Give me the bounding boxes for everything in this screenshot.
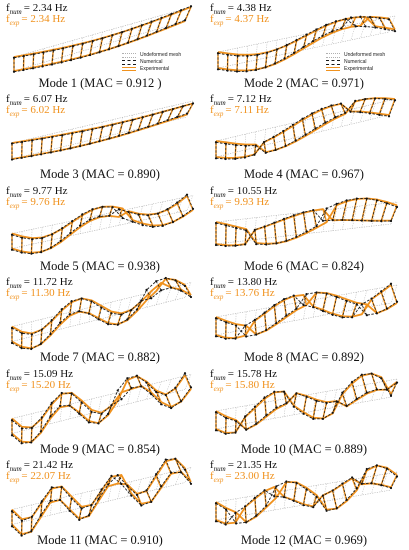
mode-caption: Mode 7 (MAC = 0.882): [40, 350, 160, 364]
legend-numerical-label: Numerical: [344, 59, 367, 65]
numerical-frequency: $f_{num} = 6.07$ Hz: [6, 93, 68, 108]
experimental-frequency: $f_{exp} = 7.11$ Hz: [210, 104, 269, 119]
mode-caption: Mode 2 (MAC = 0.971): [244, 76, 364, 90]
legend-undeformed: [120, 52, 198, 59]
numerical-frequency: $f_{num} = 4.38$ Hz: [210, 2, 272, 17]
experimental-frequency: $f_{exp} = 15.20$ Hz: [6, 379, 71, 394]
experimental-frequency: $f_{exp} = 13.76$ Hz: [210, 287, 275, 302]
mode-panel: [2, 368, 198, 458]
mode-panel: [2, 185, 198, 275]
legend-experimental-label: Experimental: [344, 66, 374, 72]
mode-caption: Mode 3 (MAC = 0.890): [40, 167, 160, 181]
legend-undeformed-swatch: [326, 53, 340, 58]
mode-panel: [206, 276, 402, 366]
numerical-frequency: $f_{num} = 13.80$ Hz: [210, 276, 278, 291]
mode-panel: [206, 185, 402, 275]
numerical-frequency: $f_{num} = 15.78$ Hz: [210, 368, 278, 383]
numerical-frequency: $f_{num} = 21.42$ Hz: [6, 459, 74, 474]
mode-panel: [2, 276, 198, 366]
legend-numerical-swatch: [122, 60, 136, 65]
legend-experimental: [324, 66, 402, 73]
mode-panel: [2, 459, 198, 549]
legend-undeformed: [324, 52, 402, 59]
mode-caption: Mode 9 (MAC = 0.854): [40, 442, 160, 456]
experimental-frequency: $f_{exp} = 2.34$ Hz: [6, 13, 66, 28]
experimental-frequency: $f_{exp} = 9.76$ Hz: [6, 196, 66, 211]
legend-undeformed-label: Undeformed mesh: [140, 52, 182, 58]
experimental-frequency: $f_{exp} = 11.30$ Hz: [6, 287, 71, 302]
experimental-frequency: $f_{exp} = 15.80$ Hz: [210, 379, 275, 394]
mode-caption: Mode 5 (MAC = 0.938): [40, 259, 160, 273]
numerical-frequency: $f_{num} = 9.77$ Hz: [6, 185, 68, 200]
numerical-frequency: $f_{num} = 2.34$ Hz: [6, 2, 68, 17]
numerical-frequency: $f_{num} = 11.72$ Hz: [6, 276, 73, 291]
legend-experimental-swatch: [326, 67, 340, 71]
experimental-frequency: $f_{exp} = 22.07$ Hz: [6, 470, 71, 485]
legend-experimental-swatch: [122, 67, 136, 71]
legend-experimental: [120, 66, 198, 73]
mode-panel: [2, 2, 198, 92]
mode-caption: Mode 12 (MAC = 0.969): [240, 533, 368, 547]
experimental-frequency: $f_{exp} = 23.00$ Hz: [210, 470, 275, 485]
numerical-frequency: $f_{num} = 21.35$ Hz: [210, 459, 278, 474]
legend-undeformed-swatch: [122, 53, 136, 58]
numerical-frequency: $f_{num} = 10.55$ Hz: [210, 185, 278, 200]
legend-numerical-label: Numerical: [140, 59, 163, 65]
experimental-frequency: $f_{exp} = 9.93$ Hz: [210, 196, 270, 211]
legend-undeformed-label: Undeformed mesh: [344, 52, 386, 58]
legend-numerical: [120, 59, 198, 66]
mode-caption: Mode 10 (MAC = 0.889): [240, 442, 368, 456]
legend-numerical: [324, 59, 402, 66]
mode-panel: [206, 368, 402, 458]
mode-caption: Mode 11 (MAC = 0.910): [37, 533, 163, 547]
legend-experimental-label: Experimental: [140, 66, 170, 72]
mode-caption: Mode 4 (MAC = 0.967): [244, 167, 364, 181]
legend-numerical-swatch: [326, 60, 340, 65]
mode-caption: Mode 1 (MAC = 0.912 ): [38, 76, 162, 90]
numerical-frequency: $f_{num} = 15.09$ Hz: [6, 368, 74, 383]
mode-panel: [206, 459, 402, 549]
experimental-frequency: $f_{exp} = 4.37$ Hz: [210, 13, 270, 28]
mode-panel: [206, 93, 402, 183]
experimental-frequency: $f_{exp} = 6.02$ Hz: [6, 104, 66, 119]
legend: [120, 52, 198, 78]
mode-panel: [206, 2, 402, 92]
mode-caption: Mode 6 (MAC = 0.824): [244, 259, 364, 273]
mode-caption: Mode 8 (MAC = 0.892): [244, 350, 364, 364]
legend: [324, 52, 402, 78]
numerical-frequency: $f_{num} = 7.12$ Hz: [210, 93, 272, 108]
mode-panel: [2, 93, 198, 183]
